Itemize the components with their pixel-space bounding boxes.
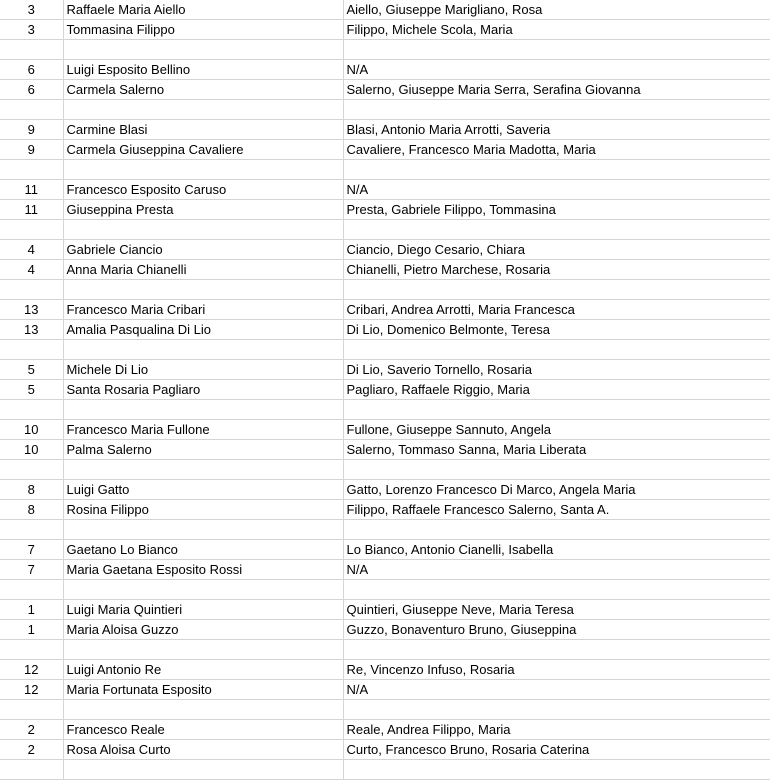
cell-parents[interactable]: Pagliaro, Raffaele Riggio, Maria [343, 380, 770, 400]
cell-group-number[interactable]: 2 [0, 740, 63, 760]
cell-group-number[interactable]: 8 [0, 480, 63, 500]
cell-parents[interactable]: Gatto, Lorenzo Francesco Di Marco, Angela Maria [343, 480, 770, 500]
cell-person-name[interactable]: Maria Gaetana Esposito Rossi [63, 560, 343, 580]
cell-person-name[interactable]: Francesco Maria Fullone [63, 420, 343, 440]
table-row [0, 120, 770, 140]
table-row [0, 360, 770, 380]
cell-group-number[interactable] [0, 340, 63, 360]
cell-person-name[interactable] [63, 40, 343, 60]
cell-person-name[interactable]: Luigi Maria Quintieri [63, 600, 343, 620]
table-row [0, 380, 770, 400]
cell-parents[interactable]: Curto, Francesco Bruno, Rosaria Caterina [343, 740, 770, 760]
table-row [0, 60, 770, 80]
cell-person-name[interactable]: Maria Aloisa Guzzo [63, 620, 343, 640]
cell-parents[interactable]: Fullone, Giuseppe Sannuto, Angela [343, 420, 770, 440]
cell-person-name[interactable] [63, 160, 343, 180]
cell-person-name[interactable] [63, 220, 343, 240]
cell-parents[interactable] [343, 520, 770, 540]
cell-group-number[interactable] [0, 400, 63, 420]
cell-person-name[interactable]: Michele Di Lio [63, 360, 343, 380]
cell-person-name[interactable]: Luigi Esposito Bellino [63, 60, 343, 80]
cell-group-number[interactable]: 1 [0, 620, 63, 640]
cell-parents[interactable] [343, 640, 770, 660]
cell-parents[interactable]: Blasi, Antonio Maria Arrotti, Saveria [343, 120, 770, 140]
cell-group-number[interactable] [0, 280, 63, 300]
cell-group-number[interactable]: 10 [0, 440, 63, 460]
cell-parents[interactable] [343, 760, 770, 780]
table-row [0, 0, 770, 20]
cell-parents[interactable]: Presta, Gabriele Filippo, Tommasina [343, 200, 770, 220]
cell-parents[interactable]: Ciancio, Diego Cesario, Chiara [343, 240, 770, 260]
cell-parents[interactable]: N/A [343, 60, 770, 80]
cell-person-name[interactable] [63, 340, 343, 360]
cell-group-number[interactable] [0, 640, 63, 660]
cell-person-name[interactable]: Giuseppina Presta [63, 200, 343, 220]
cell-group-number[interactable] [0, 40, 63, 60]
cell-person-name[interactable] [63, 760, 343, 780]
table-row [0, 520, 770, 540]
cell-group-number[interactable]: 11 [0, 200, 63, 220]
cell-parents[interactable]: Di Lio, Saverio Tornello, Rosaria [343, 360, 770, 380]
cell-group-number[interactable] [0, 160, 63, 180]
table-row [0, 560, 770, 580]
cell-group-number[interactable]: 13 [0, 320, 63, 340]
table-row [0, 680, 770, 700]
cell-parents[interactable] [343, 400, 770, 420]
table-row [0, 580, 770, 600]
table-row [0, 320, 770, 340]
cell-group-number[interactable] [0, 760, 63, 780]
cell-person-name[interactable]: Rosa Aloisa Curto [63, 740, 343, 760]
cell-person-name[interactable]: Luigi Antonio Re [63, 660, 343, 680]
cell-parents[interactable] [343, 160, 770, 180]
cell-person-name[interactable]: Amalia Pasqualina Di Lio [63, 320, 343, 340]
cell-parents[interactable]: Cribari, Andrea Arrotti, Maria Francesca [343, 300, 770, 320]
cell-parents[interactable]: N/A [343, 180, 770, 200]
cell-person-name[interactable]: Maria Fortunata Esposito [63, 680, 343, 700]
cell-group-number[interactable]: 12 [0, 660, 63, 680]
cell-person-name[interactable]: Palma Salerno [63, 440, 343, 460]
table-row [0, 240, 770, 260]
cell-parents[interactable]: Di Lio, Domenico Belmonte, Teresa [343, 320, 770, 340]
cell-group-number[interactable] [0, 220, 63, 240]
cell-parents[interactable] [343, 580, 770, 600]
cell-person-name[interactable]: Gabriele Ciancio [63, 240, 343, 260]
cell-group-number[interactable]: 3 [0, 0, 63, 20]
cell-parents[interactable]: Filippo, Michele Scola, Maria [343, 20, 770, 40]
table-row [0, 640, 770, 660]
cell-parents[interactable]: Chianelli, Pietro Marchese, Rosaria [343, 260, 770, 280]
cell-group-number[interactable]: 3 [0, 20, 63, 40]
cell-parents[interactable] [343, 700, 770, 720]
table-row [0, 160, 770, 180]
table-row [0, 20, 770, 40]
cell-parents[interactable]: Lo Bianco, Antonio Cianelli, Isabella [343, 540, 770, 560]
table-row [0, 180, 770, 200]
cell-group-number[interactable]: 9 [0, 140, 63, 160]
table-row [0, 760, 770, 780]
cell-person-name[interactable] [63, 100, 343, 120]
cell-person-name[interactable]: Santa Rosaria Pagliaro [63, 380, 343, 400]
cell-parents[interactable] [343, 340, 770, 360]
cell-parents[interactable] [343, 280, 770, 300]
table-row [0, 220, 770, 240]
table-row [0, 720, 770, 740]
cell-group-number[interactable]: 8 [0, 500, 63, 520]
cell-parents[interactable] [343, 100, 770, 120]
cell-person-name[interactable]: Carmela Giuseppina Cavaliere [63, 140, 343, 160]
table-row [0, 440, 770, 460]
cell-parents[interactable]: Reale, Andrea Filippo, Maria [343, 720, 770, 740]
cell-group-number[interactable]: 6 [0, 80, 63, 100]
cell-person-name[interactable]: Raffaele Maria Aiello [63, 0, 343, 20]
cell-group-number[interactable]: 7 [0, 560, 63, 580]
cell-group-number[interactable]: 5 [0, 380, 63, 400]
table-row [0, 460, 770, 480]
cell-group-number[interactable]: 2 [0, 720, 63, 740]
cell-parents[interactable]: Salerno, Giuseppe Maria Serra, Serafina Giovanna [343, 80, 770, 100]
cell-parents[interactable]: Aiello, Giuseppe Marigliano, Rosa [343, 0, 770, 20]
table-row [0, 700, 770, 720]
cell-person-name[interactable]: Luigi Gatto [63, 480, 343, 500]
table-row [0, 100, 770, 120]
table-row [0, 200, 770, 220]
cell-parents[interactable]: N/A [343, 680, 770, 700]
cell-group-number[interactable]: 4 [0, 240, 63, 260]
cell-person-name[interactable] [63, 700, 343, 720]
cell-person-name[interactable]: Anna Maria Chianelli [63, 260, 343, 280]
cell-parents[interactable] [343, 460, 770, 480]
cell-person-name[interactable] [63, 400, 343, 420]
table-row [0, 280, 770, 300]
table-row [0, 400, 770, 420]
cell-parents[interactable]: Cavaliere, Francesco Maria Madotta, Maria [343, 140, 770, 160]
cell-group-number[interactable]: 9 [0, 120, 63, 140]
cell-parents[interactable]: Quintieri, Giuseppe Neve, Maria Teresa [343, 600, 770, 620]
table-row [0, 600, 770, 620]
cell-person-name[interactable]: Francesco Esposito Caruso [63, 180, 343, 200]
cell-parents[interactable]: N/A [343, 560, 770, 580]
cell-group-number[interactable] [0, 520, 63, 540]
cell-group-number[interactable] [0, 100, 63, 120]
table-row [0, 140, 770, 160]
table-row [0, 540, 770, 560]
cell-parents[interactable]: Guzzo, Bonaventuro Bruno, Giuseppina [343, 620, 770, 640]
cell-parents[interactable]: Re, Vincenzo Infuso, Rosaria [343, 660, 770, 680]
cell-person-name[interactable]: Tommasina Filippo [63, 20, 343, 40]
cell-person-name[interactable]: Carmine Blasi [63, 120, 343, 140]
cell-group-number[interactable] [0, 580, 63, 600]
cell-person-name[interactable] [63, 580, 343, 600]
cell-person-name[interactable]: Francesco Maria Cribari [63, 300, 343, 320]
table-row [0, 300, 770, 320]
table-row [0, 260, 770, 280]
cell-parents[interactable]: Salerno, Tommaso Sanna, Maria Liberata [343, 440, 770, 460]
cell-person-name[interactable]: Gaetano Lo Bianco [63, 540, 343, 560]
cell-group-number[interactable]: 10 [0, 420, 63, 440]
cell-person-name[interactable] [63, 280, 343, 300]
cell-person-name[interactable]: Francesco Reale [63, 720, 343, 740]
table-row [0, 660, 770, 680]
cell-person-name[interactable] [63, 520, 343, 540]
cell-group-number[interactable]: 7 [0, 540, 63, 560]
table-row [0, 340, 770, 360]
table-row [0, 500, 770, 520]
cell-person-name[interactable] [63, 640, 343, 660]
cell-group-number[interactable]: 5 [0, 360, 63, 380]
table-row [0, 740, 770, 760]
cell-group-number[interactable]: 12 [0, 680, 63, 700]
table-row [0, 420, 770, 440]
table-row [0, 40, 770, 60]
cell-group-number[interactable] [0, 460, 63, 480]
cell-group-number[interactable]: 1 [0, 600, 63, 620]
cell-person-name[interactable]: Carmela Salerno [63, 80, 343, 100]
table-row [0, 480, 770, 500]
cell-parents[interactable] [343, 40, 770, 60]
cell-parents[interactable] [343, 220, 770, 240]
cell-group-number[interactable]: 11 [0, 180, 63, 200]
table-row [0, 80, 770, 100]
cell-group-number[interactable]: 13 [0, 300, 63, 320]
cell-parents[interactable]: Filippo, Raffaele Francesco Salerno, Santa A. [343, 500, 770, 520]
cell-group-number[interactable]: 4 [0, 260, 63, 280]
cell-person-name[interactable] [63, 460, 343, 480]
cell-group-number[interactable] [0, 700, 63, 720]
cell-person-name[interactable]: Rosina Filippo [63, 500, 343, 520]
table-row [0, 620, 770, 640]
cell-group-number[interactable]: 6 [0, 60, 63, 80]
